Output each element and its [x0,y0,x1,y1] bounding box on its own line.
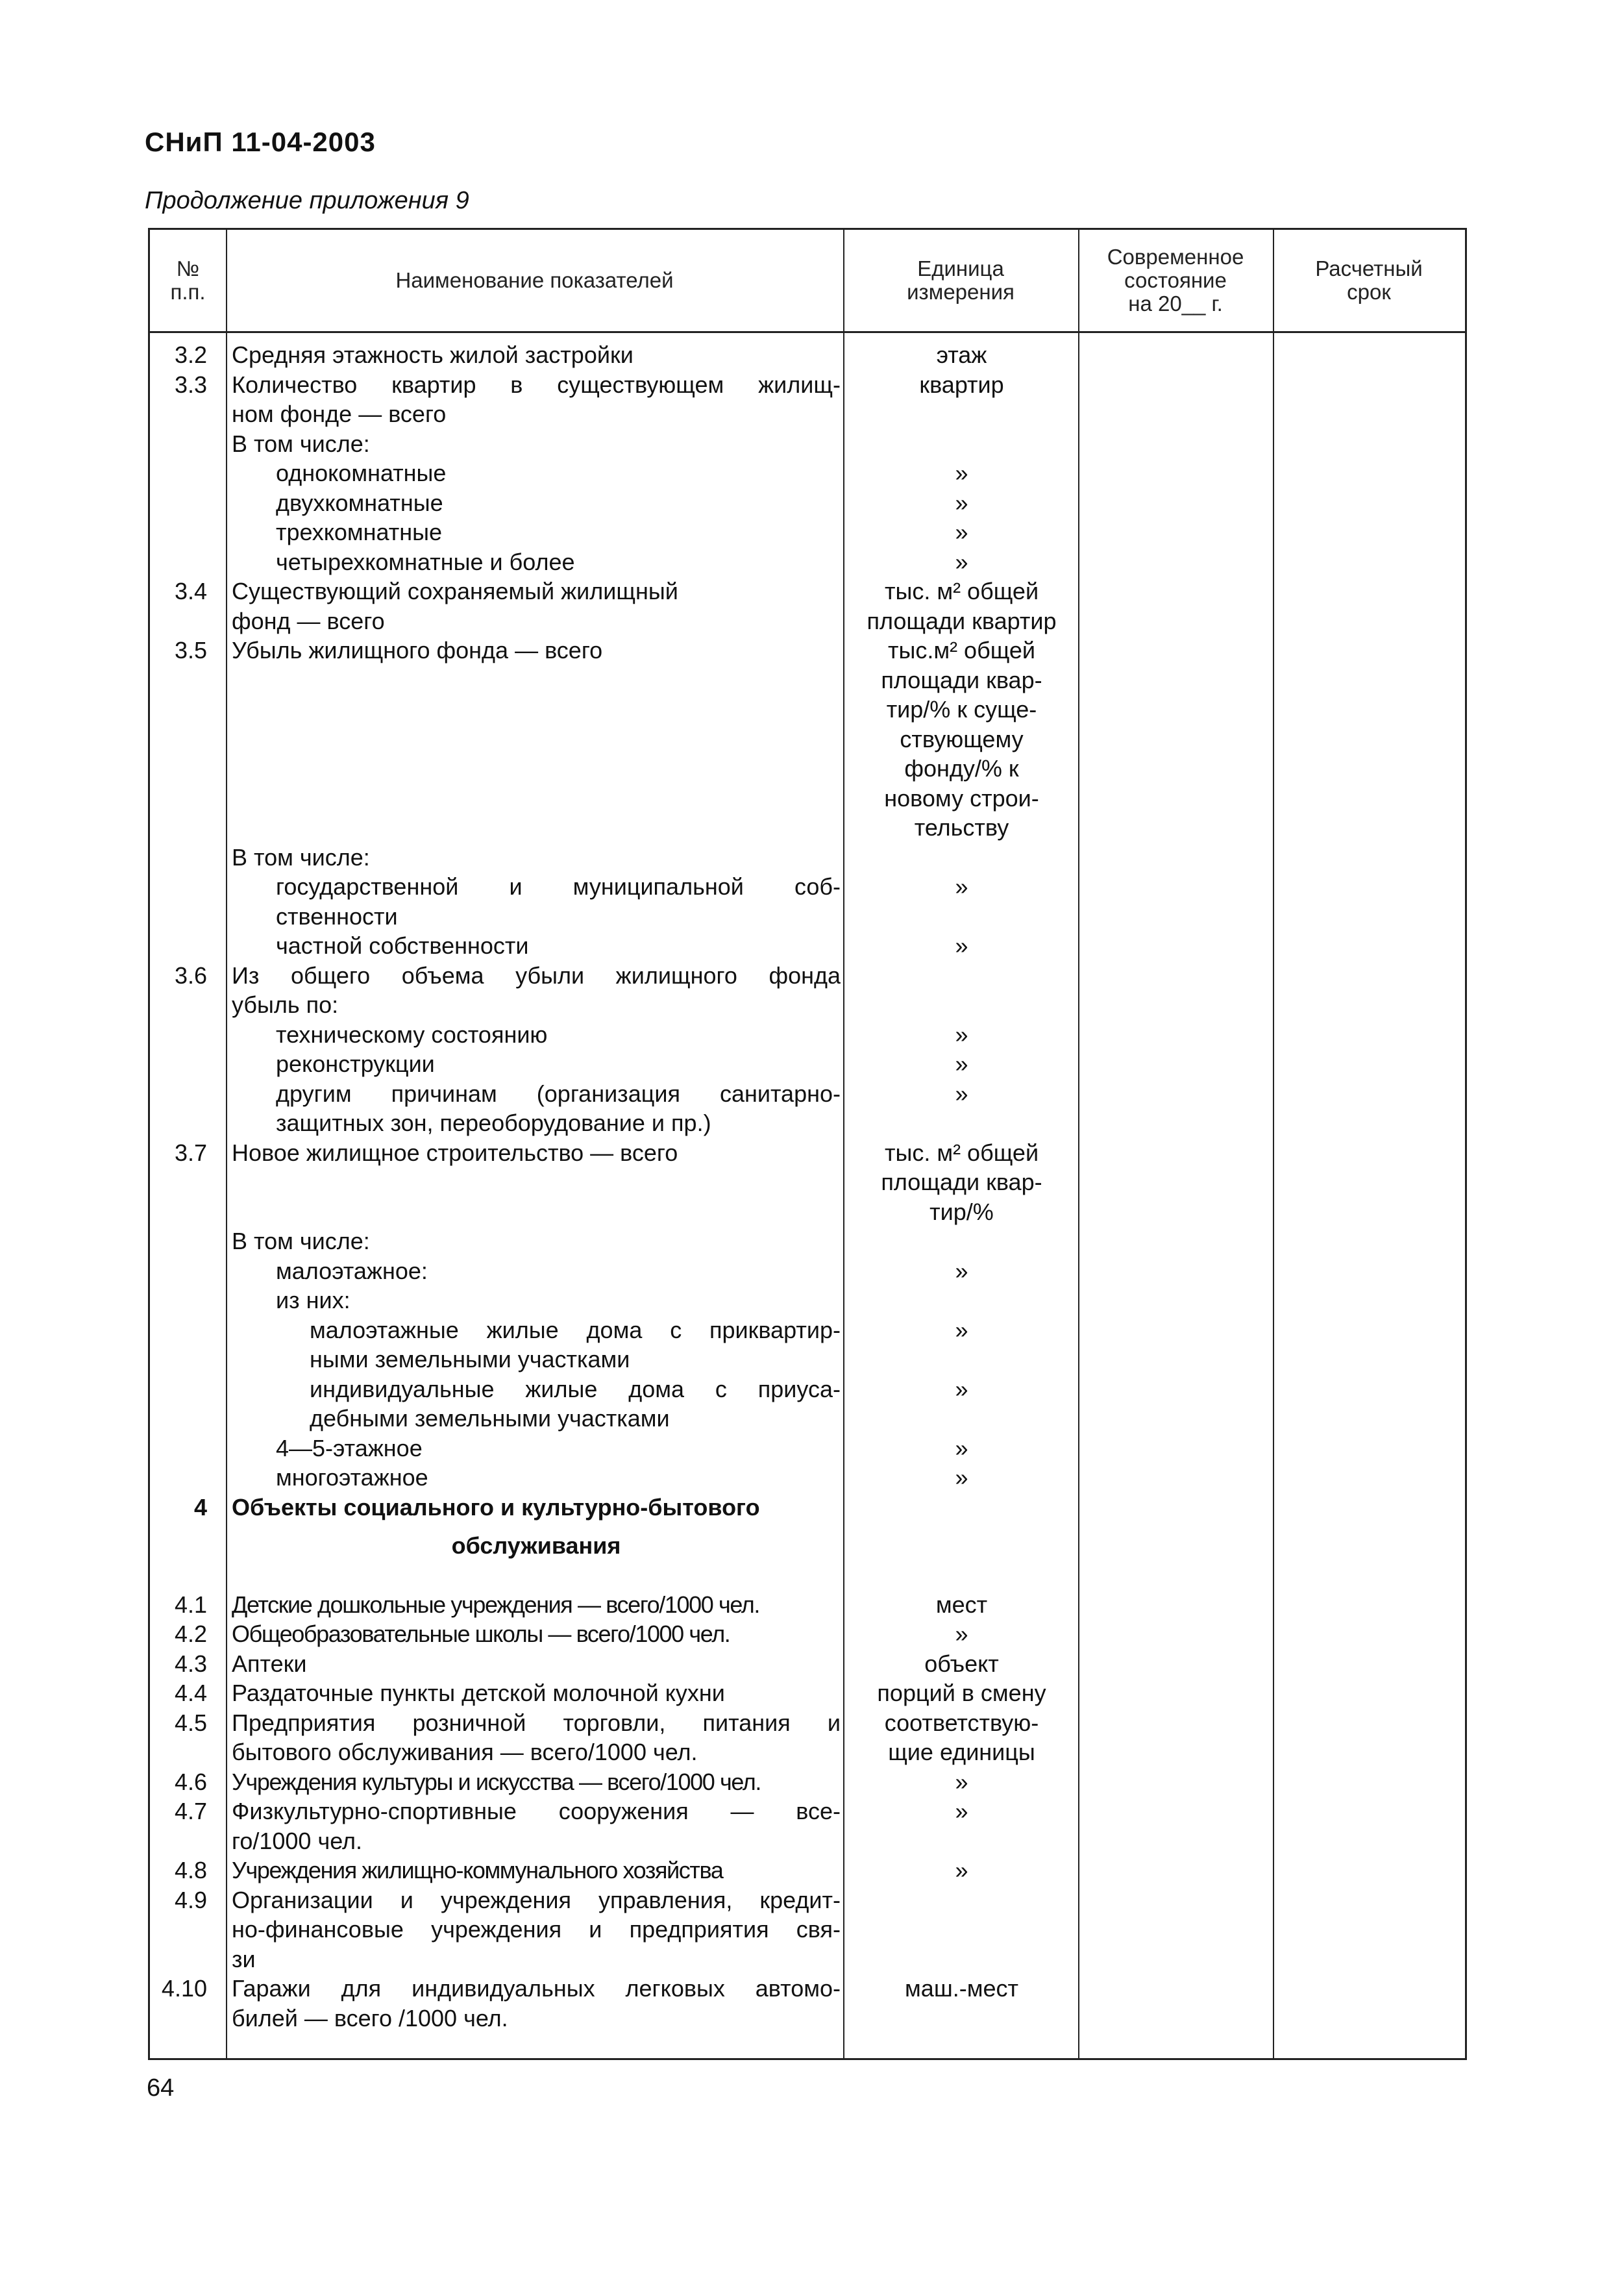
table-row [150,1915,1465,1944]
unit-of-measure: тир/% к суще- [886,696,1037,723]
indicator-name: Объекты социального и культурно-бытового [232,1493,760,1521]
table-row [150,665,1465,695]
table-row [150,1856,1465,1885]
table-row [150,931,1465,961]
unit-of-measure: » [955,873,968,900]
indicator-name: многоэтажное [276,1464,428,1491]
table-row [150,1197,1465,1227]
indicator-name: билей — всего /1000 чел. [232,2004,508,2031]
table-row [150,990,1465,1020]
indicator-name: реконструкции [276,1050,435,1077]
unit-of-measure: » [955,1050,968,1077]
indicator-name: четырехкомнатные и более [276,548,575,575]
row-number: 4.10 [161,1975,207,2002]
indicator-name: В том числе: [232,1228,370,1254]
table-row [150,1374,1465,1404]
table-row [150,606,1465,636]
table-row [150,1944,1465,1974]
document-subtitle: Продолжение приложения 9 [145,187,469,214]
page-number: 64 [147,2074,175,2102]
table-row [150,843,1465,873]
unit-of-measure: тир/% [929,1198,994,1225]
indicator-name: убыль по: [232,991,339,1018]
indicator-name: Существующий сохраняемый жилищный [232,578,678,604]
table-row [150,961,1465,991]
row-number: 3.4 [174,578,207,604]
indicator-name: однокомнатные [276,460,447,486]
indicator-name: Из общего объема убыли жилищного фонда [232,962,841,989]
table-row [150,517,1465,547]
unit-of-measure: » [955,548,968,575]
table-row [150,1885,1465,1915]
indicator-name: другим причинам (организация санитарно- [276,1080,841,1107]
indicator-name: Организации и учреждения управления, кредит- [232,1886,841,1913]
indicator-name: дебными земельными участками [310,1405,670,1432]
table-row [150,784,1465,814]
unit-of-measure: » [955,1434,968,1461]
indicator-name: Предприятия розничной торговли, питания и [232,1709,841,1736]
table-row [150,370,1465,400]
indicator-name: Гаражи для индивидуальных легковых автомо- [232,1975,841,2002]
unit-of-measure: соответствую- [884,1709,1039,1736]
row-number: 4.8 [174,1857,207,1883]
table-row [150,458,1465,488]
row-number: 4 [193,1493,207,1521]
unit-of-measure: » [955,1080,968,1107]
header-current-state: Современное состояние на 20__ г. [1107,245,1244,316]
row-number: 4.3 [174,1650,207,1677]
indicator-name: Учреждения культуры и искусства — всего/1000 чел. [232,1768,761,1795]
table-row [150,2004,1465,2033]
table-row [150,872,1465,902]
unit-of-measure: мест [935,1591,988,1618]
unit-of-measure: » [955,519,968,545]
table-row [150,754,1465,784]
table-row [150,695,1465,725]
unit-of-measure: » [955,1621,968,1647]
unit-of-measure: этаж [936,342,987,368]
table-row [150,1649,1465,1679]
table-row [150,429,1465,459]
row-number: 4.1 [174,1591,207,1618]
indicator-name: Количество квартир в существующем жилищ- [232,371,841,398]
unit-of-measure: щие единицы [888,1739,1035,1765]
unit-of-measure: » [955,1857,968,1883]
table-row [150,1493,1465,1531]
table-row [150,1560,1465,1590]
row-number: 3.5 [174,637,207,664]
indicator-name: ном фонде — всего [232,401,447,427]
row-number: 3.3 [174,371,207,398]
unit-of-measure: » [955,460,968,486]
indicator-name: Физкультурно-спортивные сооружения — все- [232,1798,841,1824]
table-row [150,1079,1465,1109]
indicators-table [148,228,1467,2060]
row-number: 4.7 [174,1798,207,1824]
indicator-name: государственной и муниципальной соб- [276,873,841,900]
indicator-name: Убыль жилищного фонда — всего [232,637,603,664]
table-row [150,1434,1465,1463]
unit-of-measure: » [955,1375,968,1402]
row-number: 4.6 [174,1768,207,1795]
header-divider [150,331,1465,333]
indicator-name: защитных зон, переоборудование и пр.) [276,1110,711,1136]
indicator-name: фонд — всего [232,607,385,634]
row-number: 3.7 [174,1139,207,1166]
table-row [150,1708,1465,1738]
indicator-name: но-финансовые учреждения и предприятия свя- [232,1916,841,1943]
indicator-name: го/1000 чел. [232,1827,363,1854]
unit-of-measure: порций в смену [877,1680,1046,1706]
table-row [150,1108,1465,1138]
unit-of-measure: объект [924,1650,999,1677]
indicator-name: Новое жилищное строительство — всего [232,1139,678,1166]
row-number: 4.5 [174,1709,207,1736]
indicator-name: В том числе: [232,430,370,457]
unit-of-measure: площади квартир [867,607,1057,634]
header-target-term: Расчетный срок [1315,256,1423,304]
unit-of-measure: маш.-мест [905,1975,1018,2002]
indicator-name: трехкомнатные [276,519,443,545]
indicator-name: ными земельными участками [310,1346,630,1373]
table-row [150,1463,1465,1493]
table-row [150,1531,1465,1561]
table-row [150,725,1465,754]
table-row [150,902,1465,932]
indicator-name: малоэтажное: [276,1257,428,1284]
document-title: СНиП 11-04-2003 [145,127,376,157]
unit-of-measure: » [955,1316,968,1343]
indicator-name: из них: [276,1287,351,1313]
indicator-name: обслуживания [451,1532,621,1559]
indicator-name: Общеобразовательные школы — всего/1000 чел. [232,1621,730,1647]
table-row [150,1286,1465,1315]
unit-of-measure: площади квар- [881,1169,1042,1195]
unit-of-measure: квартир [919,371,1004,398]
table-row [150,1974,1465,2004]
indicator-name: Раздаточные пункты детской молочной кухни [232,1680,725,1706]
table-row [150,1138,1465,1168]
table-row [150,399,1465,429]
row-number: 4.4 [174,1680,207,1706]
header-name: Наименование показателей [395,268,674,292]
unit-of-measure: тыс. м² общей [884,578,1039,604]
indicator-name: зи [232,1945,256,1972]
unit-of-measure: тыс.м² общей [887,637,1036,664]
table-row [150,1737,1465,1767]
unit-of-measure: » [955,1021,968,1048]
indicator-name: двухкомнатные [276,489,443,516]
table-row [150,1167,1465,1197]
header-unit: Единица измерения [907,256,1015,304]
unit-of-measure: тыс. м² общей [884,1139,1039,1166]
table-row [150,1796,1465,1826]
table-row [150,813,1465,843]
indicator-name: Учреждения жилищно-коммунального хозяйства [232,1857,723,1883]
table-row [150,1315,1465,1345]
unit-of-measure: » [955,932,968,959]
table-row [150,1678,1465,1708]
table-row [150,1049,1465,1079]
table-row [150,340,1465,370]
table-row [150,1590,1465,1620]
table-row [150,1404,1465,1434]
indicator-name: Средняя этажность жилой застройки [232,342,634,368]
unit-of-measure: » [955,1768,968,1795]
indicator-name: бытового обслуживания — всего/1000 чел. [232,1739,698,1765]
unit-of-measure: площади квар- [881,666,1042,693]
table-row [150,1826,1465,1856]
table-row [150,1619,1465,1649]
unit-of-measure: ствующему [900,725,1024,752]
row-number: 4.9 [174,1886,207,1913]
table-row [150,547,1465,577]
indicator-name: малоэтажные жилые дома с приквартир- [310,1316,841,1343]
table-row [150,636,1465,665]
unit-of-measure: » [955,1798,968,1824]
row-number: 3.2 [174,342,207,368]
indicator-name: В том числе: [232,843,370,871]
table-row [150,1226,1465,1256]
table-row [150,1256,1465,1286]
indicator-name: Детские дошкольные учреждения — всего/1000 чел. [232,1591,759,1618]
indicator-name: 4—5-этажное [276,1434,423,1461]
indicator-name: техническому состоянию [276,1021,548,1048]
header-num: № п.п. [170,256,206,304]
indicator-name: ственности [276,902,398,930]
table-row [150,1767,1465,1797]
unit-of-measure: тельству [914,814,1009,841]
indicator-name: индивидуальные жилые дома с приуса- [310,1375,841,1402]
table-row [150,1020,1465,1050]
table-row [150,577,1465,606]
row-number: 4.2 [174,1621,207,1647]
table-row [150,488,1465,518]
row-number: 3.6 [174,962,207,989]
unit-of-measure: » [955,1464,968,1491]
table-row [150,1345,1465,1374]
unit-of-measure: » [955,489,968,516]
unit-of-measure: фонду/% к [904,755,1019,782]
unit-of-measure: новому строи- [884,784,1039,812]
indicator-name: частной собственности [276,932,529,959]
table-body [150,340,1465,2033]
unit-of-measure: » [955,1257,968,1284]
indicator-name: Аптеки [232,1650,307,1677]
